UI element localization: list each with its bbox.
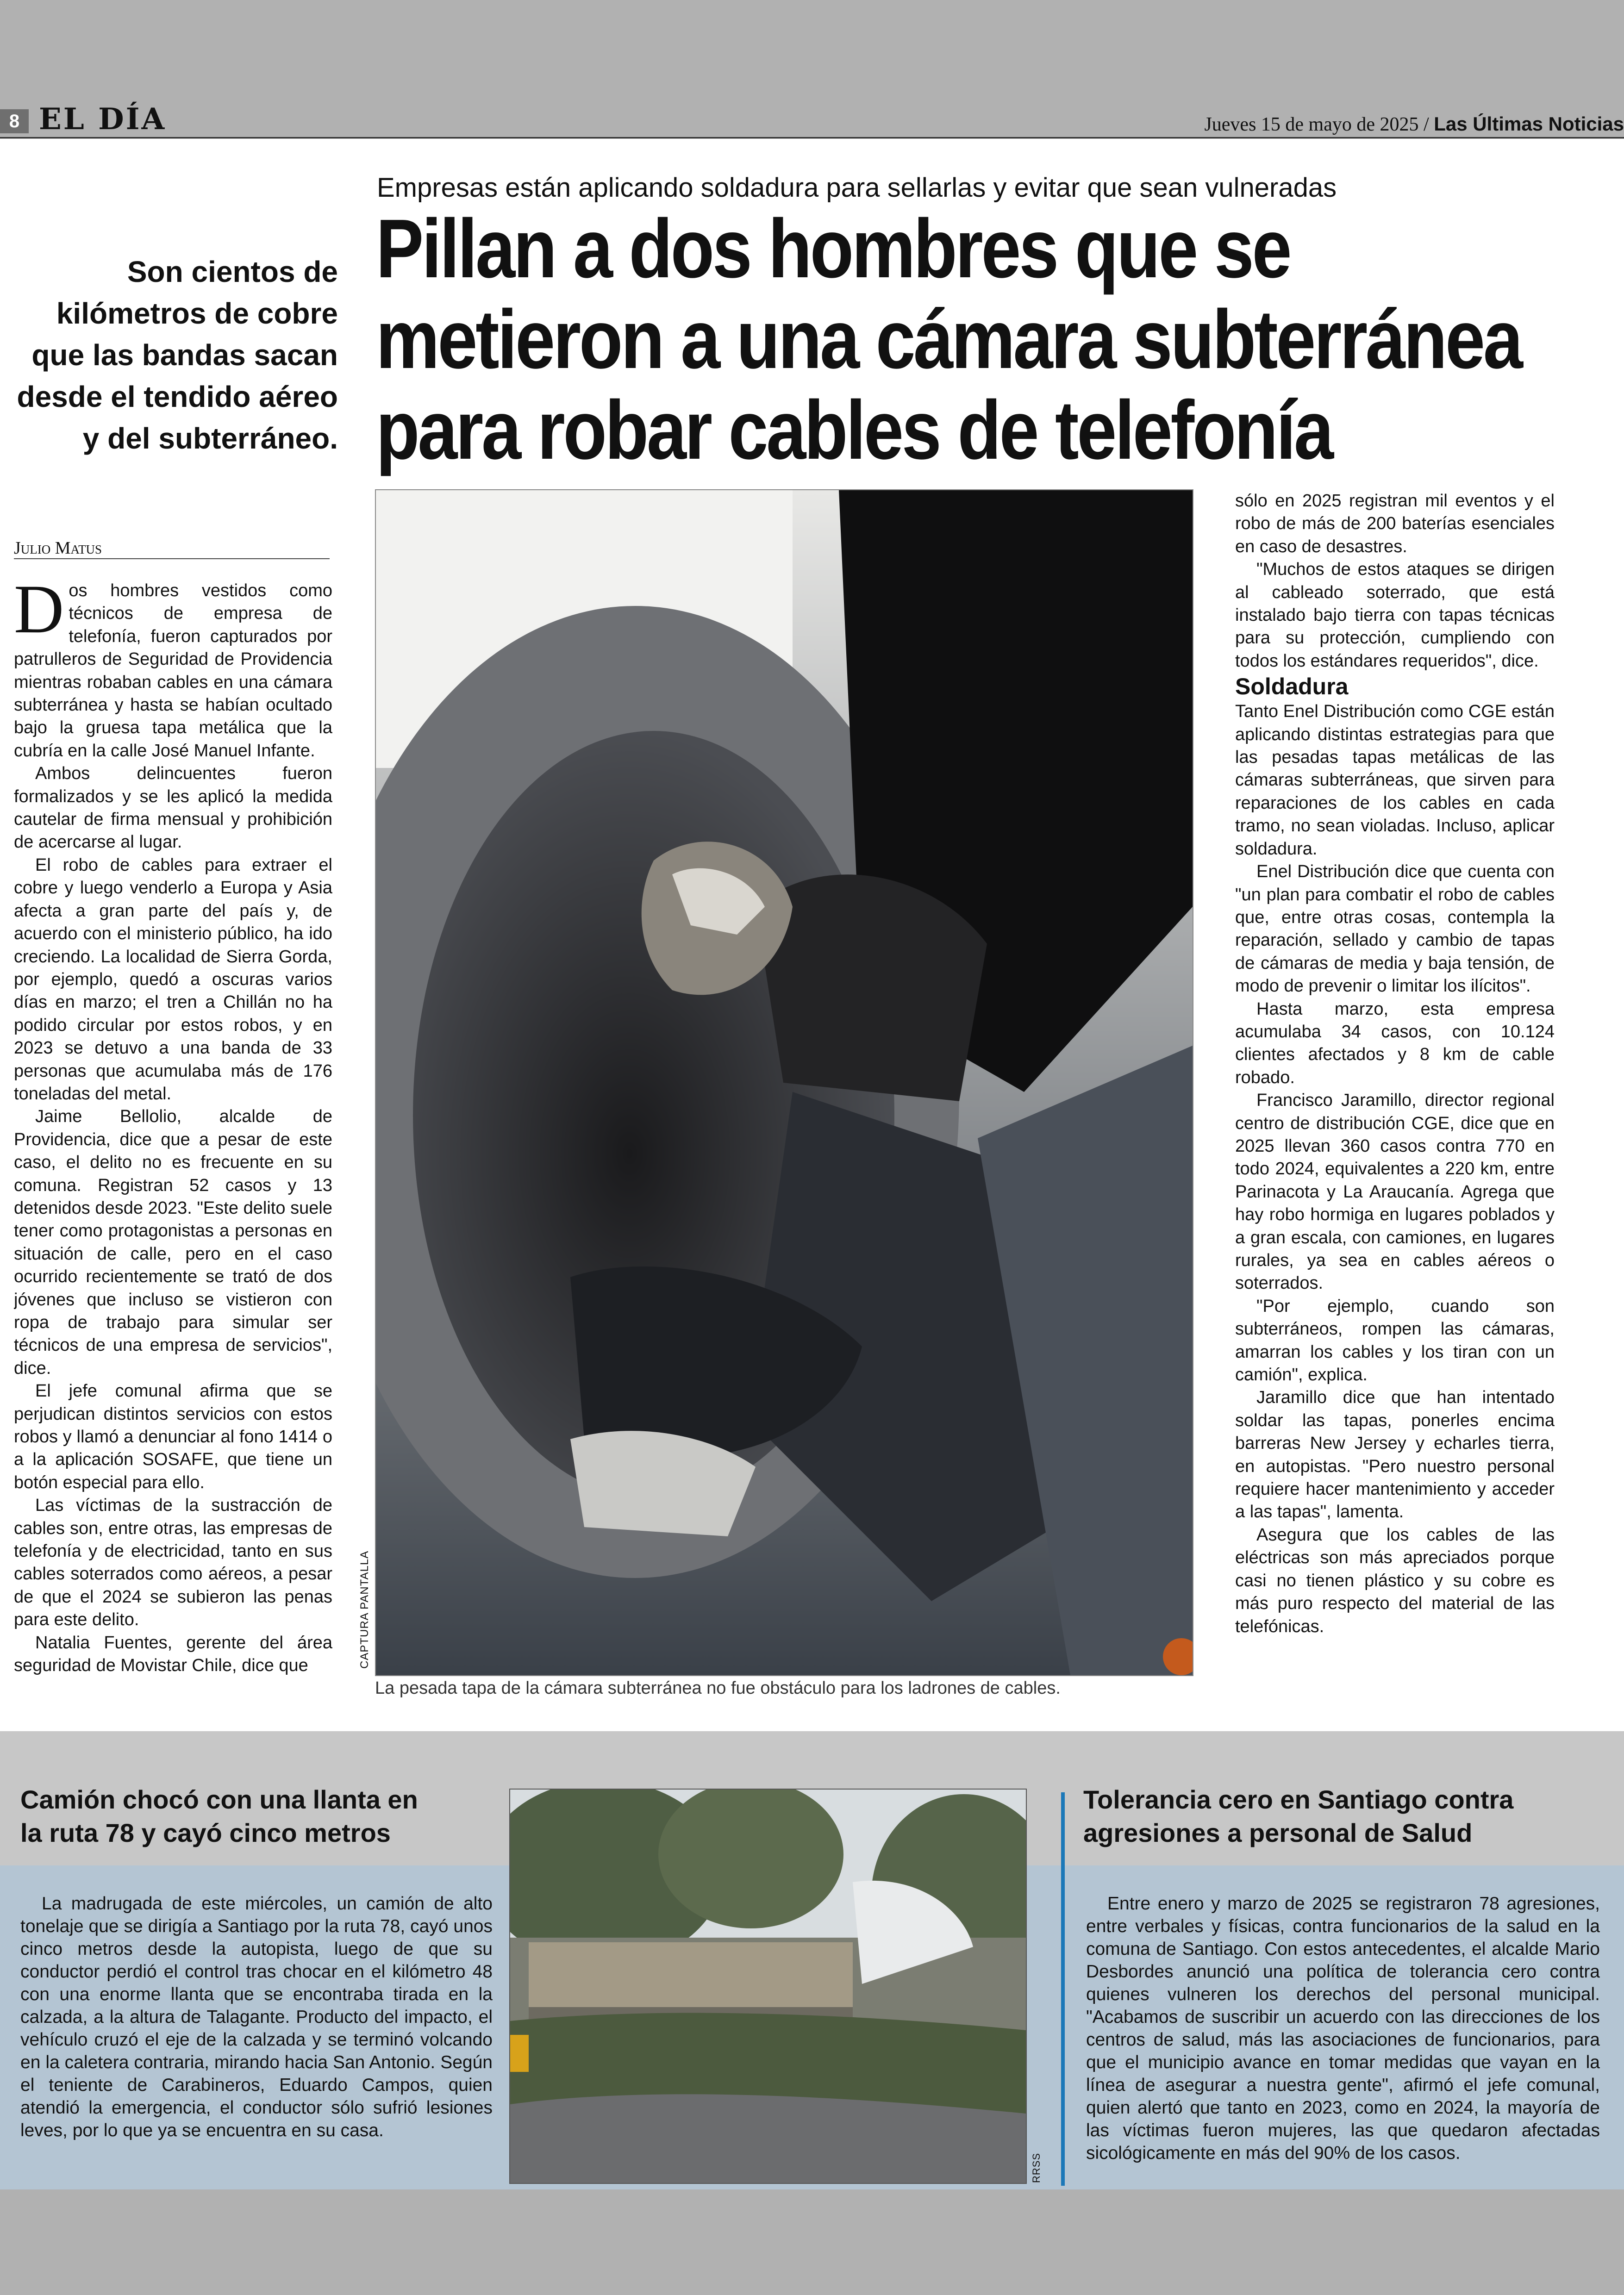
brief-text-health (1086, 1892, 1600, 2164)
brief-photo-truck (509, 1789, 1027, 2184)
article-paragraph: Las víctimas de la sustracción de cables son, entre otras, las empresas de telefonía y de electricidad, tanto en sus cables soterrados como aéreos, a pesar de que el 2024 se subieron las penas para este delito. (14, 1496, 332, 1630)
brief-paragraph: Entre enero y marzo de 2025 se registraron 78 agresiones, entre verbales y físicas, contra funcionarios de la salud en la comuna de Santiago. Con estos antecedentes, el alcalde Mario Desbordes anunció una política de tolerancia cero contra quienes vulneren los derechos del personal municipal. "Acabamos de suscribir un acuerdo con las direcciones de los centros de salud, más las asociaciones de funcionarios, para que el municipio avance en tomar medidas que vayan en la línea de asegurar a nuestra gente", afirmó el jefe comunal, quien alertó que tanto en 2023, como en 2024, la mayoría de las víctimas fueron mujeres, las que quedaron afectadas sicológicamente en más del 90% de los casos. (1086, 1894, 1600, 2163)
article-subhead: Soldadura (1235, 674, 1349, 700)
brief-title-line: Camión chocó con una llanta en (20, 1785, 418, 1814)
article-paragraph: "Muchos de estos ataques se dirigen al cableado soterrado, que está instalado bajo tierra con tapas técnicas para su protección, cumpliendo con todos los estándares requeridos", dice. (1235, 560, 1555, 671)
article-paragraph: El jefe comunal afirma que se perjudican distintos servicios con estos robos y llamó a denunciar al fono 1414 o a la aplicación SOSAFE, que tiene un botón especial para ello. (14, 1381, 332, 1492)
dateline (1204, 113, 1624, 136)
article-paragraph: Francisco Jaramillo, director regional centro de distribución CGE, dice que en 2025 llevan 360 casos contra 770 en todo 2024, equivalentes a 220 km, entre Parinacota y La Araucanía. Agrega que hay robo hormiga en lugares poblados y a gran escala, con camiones, en lugares rurales, ya sea en cables aéreos o soterrados. (1235, 1091, 1555, 1293)
section-title: EL DÍA (39, 102, 167, 137)
article-paragraph (14, 580, 332, 762)
brief-text-truck (20, 1892, 493, 2142)
header-rule (0, 137, 1624, 138)
brief-title-health (1083, 1783, 1513, 1850)
paragraph-text: os hombres vestidos como técnicos de empresa de telefonía, fueron capturados por patrulleros de Seguridad de Providencia mientras robaban cables en una cámara subterránea y hasta se habían ocultado bajo la gruesa tapa metálica que la cubría en la calle José Manuel Infante. (14, 581, 332, 761)
photo-illustration (376, 490, 1193, 1675)
article-kicker: Empresas están aplicando soldadura para sellarlas y evitar que sean vulneradas (377, 173, 1337, 203)
article-paragraph: sólo en 2025 registran mil eventos y el robo de más de 200 baterías esenciales en caso de desastres. (1235, 491, 1555, 556)
article-paragraph: "Por ejemplo, cuando son subterráneos, rompen las cámaras, amarran los cables y los tiran con un camión", explica. (1235, 1296, 1555, 1385)
pullquote: Son cientos de kilómetros de cobre que las bandas sacan desde el tendido aéreo y del subterráneo. (17, 255, 338, 455)
brief-title-line: agresiones a personal de Salud (1083, 1818, 1473, 1847)
brief-title-line: la ruta 78 y cayó cinco metros (20, 1818, 391, 1847)
issue-date: Jueves 15 de mayo de 2025 (1204, 114, 1419, 135)
byline-rule (14, 558, 330, 559)
brief-photo-illustration (510, 1790, 1026, 2183)
brief-paragraph: La madrugada de este miércoles, un camión de alto tonelaje que se dirigía a Santiago por la ruta 78, cayó unos cinco metros desde la autopista, luego de que su conductor perdió el control tras chocar en el kilómetro 48 con una enorme llanta que se encontraba tirada en la calzada, a la altura de Talagante. Producto del impacto, el vehículo cruzó el eje de la calzada y se terminó volcando en la caletera contraria, mirando hacia San Antonio. Según el teniente de Carabineros, Eduardo Campos, quien atendió la emergencia, el conductor sólo sufrió lesiones leves, por lo que ya se encuentra en su casa. (20, 1894, 493, 2140)
brief-title-truck (20, 1783, 418, 1850)
drop-cap: D (14, 580, 64, 648)
publication-name: Las Últimas Noticias (1434, 113, 1624, 135)
article-paragraph: Enel Distribución dice que cuenta con "un plan para combatir el robo de cables que, entre otras cosas, contempla la reparación, sellado y cambio de tapas de cámaras de media y baja tensión, de modo de prevenir o limitar los ilícitos". (1235, 862, 1555, 996)
brief-title-line: Tolerancia cero en Santiago contra (1083, 1785, 1514, 1814)
article-column-left (14, 580, 332, 1709)
article-column-right (1235, 490, 1555, 1693)
article-paragraph: Natalia Fuentes, gerente del área seguridad de Movistar Chile, dice que (14, 1633, 332, 1676)
page-number: 8 (0, 109, 29, 133)
headline-line: Pillan a dos hombres que se (376, 202, 1290, 295)
article-paragraph: Tanto Enel Distribución como CGE están aplicando distintas estrategias para que las pesadas tapas metálicas de las cámaras subterráneas, que sirven para reparaciones de los cables en cada tramo, no sean violadas. Incluso, aplicar soldadura. (1235, 702, 1555, 859)
article-paragraph: Ambos delincuentes fueron formalizados y se les aplicó la medida cautelar de firma mensual y prohibición de acercarse al lugar. (14, 764, 332, 852)
article-paragraph: Jaime Bellolio, alcalde de Providencia, dice que a pesar de este caso, el delito no es frecuente en su comuna. Registran 52 casos y 13 detenidos desde 2023. "Este delito suele tener como protagonistas a personas en situación de calle, pero en el caso ocurrido recientemente se trató de dos jóvenes que incluso se vistieron con ropa de trabajo para simular ser técnicos de una empresa de servicios", dice. (14, 1107, 332, 1378)
byline: Julio Matus (14, 538, 102, 558)
photo-credit: CAPTURA PANTALLA (358, 1550, 371, 1669)
article-photo (375, 489, 1193, 1676)
brief-divider (1061, 1792, 1065, 2186)
article-paragraph: El robo de cables para extraer el cobre y luego venderlo a Europa y Asia afecta a gran parte del país y, de acuerdo con el ministerio público, ha ido creciendo. La localidad de Sierra Gorda, por ejemplo, quedó a oscuras varios días en marzo; el tren a Chillán no ha podido circular por estos robos, y en 2023 se detuvo a una banda de 33 personas que acumulaba más de 176 toneladas del metal. (14, 855, 332, 1104)
photo-caption: La pesada tapa de la cámara subterránea no fue obstáculo para los ladrones de cables. (375, 1678, 1061, 1698)
article-paragraph: Hasta marzo, esta empresa acumulaba 34 casos, con 10.124 clientes afectados y 8 km de cable robado. (1235, 999, 1555, 1087)
headline-line: para robar cables de telefonía (376, 384, 1332, 477)
brief-photo-credit: RRSS (1031, 2152, 1042, 2183)
article-paragraph: Jaramillo dice que han intentado soldar las tapas, ponerles encima barreras New Jersey y echarles tierra, en autopistas. "Pero nuestro personal requiere hacer mantenimiento y acceder a las tapas", lamenta. (1235, 1388, 1555, 1522)
headline-line: metieron a una cámara subterránea (376, 293, 1521, 386)
article-headline (376, 202, 1521, 477)
dateline-separator: / (1424, 114, 1429, 135)
article-paragraph: Asegura que los cables de las eléctricas son más apreciados porque casi no tienen plástico y su cobre es más puro respecto del material de las telefónicas. (1235, 1525, 1555, 1636)
